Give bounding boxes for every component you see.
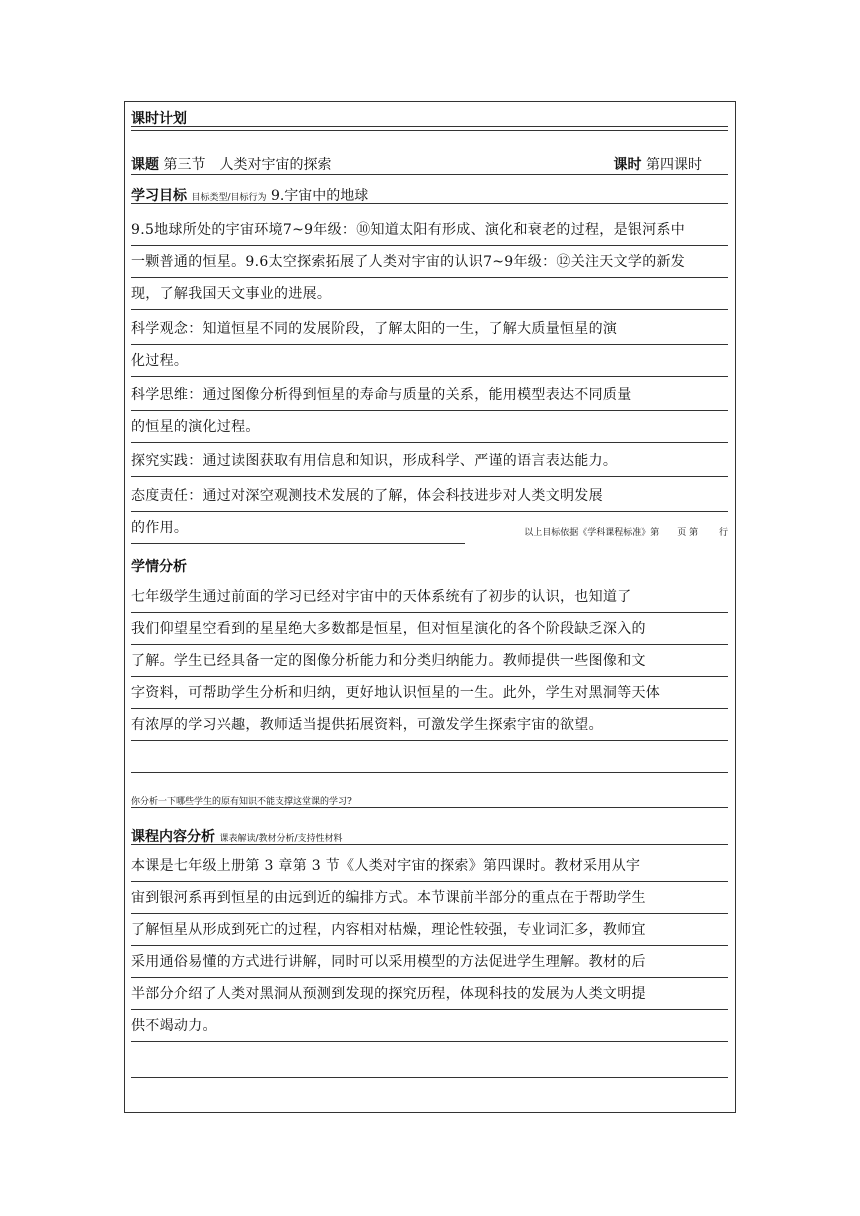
learner-label: 学情分析: [131, 559, 187, 575]
goals-label: 学习目标: [131, 188, 187, 204]
practice-line: 探究实践：通过读图获取有用信息和知识，形成科学、严谨的语言表达能力。: [131, 445, 728, 477]
blank-line: [131, 1077, 728, 1078]
thinking-line: 的恒星的演化过程。: [131, 411, 728, 443]
standard-line: 现，了解我国天文事业的进展。: [131, 278, 728, 310]
learner-line: 七年级学生通过前面的学习已经对宇宙中的天体系统有了初步的认识，也知道了: [131, 581, 728, 613]
learner-line: 我们仰望星空看到的星星绝大多数都是恒星，但对恒星演化的各个阶段缺乏深入的: [131, 613, 728, 645]
content-line: 采用通俗易懂的方式进行讲解，同时可以采用模型的方法促进学生理解。教材的后: [131, 946, 728, 978]
topic-row: [131, 154, 728, 174]
title-divider: [131, 126, 728, 131]
content-line: 本课是七年级上册第 3 章第 3 节《人类对宇宙的探索》第四课时。教材采用从宇: [131, 850, 728, 882]
thinking-line: 科学思维：通过图像分析得到恒星的寿命与质量的关系，能用模型表达不同质量: [131, 379, 728, 411]
concept-line: 科学观念：知道恒星不同的发展阶段，了解太阳的一生，了解大质量恒星的演: [131, 313, 728, 345]
attitude-line: 态度责任：通过对深空观测技术发展的了解，体会科技进步对人类文明发展: [131, 480, 728, 512]
goals-header-underline: [131, 203, 728, 204]
question-underline: [131, 807, 728, 808]
content-line: 了解恒星从形成到死亡的过程，内容相对枯燥，理论性较强，专业词汇多，教师宜: [131, 914, 728, 946]
blank-line: [131, 772, 728, 773]
content-header: [131, 826, 728, 846]
lesson-plan-frame: [124, 101, 736, 1113]
goals-hint: 目标类型/目标行为: [191, 193, 267, 203]
topic-underline: [131, 174, 728, 175]
content-label: 课程内容分析: [131, 829, 215, 845]
standard-line: 9.5地球所处的宇宙环境7~9年级：⑩知道太阳有形成、演化和衰老的过程，是银河系中: [131, 214, 728, 246]
topic-value: 第三节 人类对宇宙的探索: [163, 157, 332, 173]
topic-label: 课题: [131, 157, 159, 173]
content-line: 半部分介绍了人类对黑洞从预测到发现的探究历程，体现科技的发展为人类文明提: [131, 978, 728, 1010]
learner-line: 有浓厚的学习兴趣，教师适当提供拓展资料，可激发学生探索宇宙的欲望。: [131, 709, 728, 741]
page-title: 课时计划: [131, 111, 187, 127]
learner-paragraph: [131, 581, 728, 741]
attitude-line: 的作用。: [131, 512, 465, 544]
thinking-paragraph: [131, 379, 728, 443]
learner-line: 字资料，可帮助学生分析和归纳，更好地认识恒星的一生。此外，学生对黑洞等天体: [131, 677, 728, 709]
period-label: 课时: [613, 157, 642, 173]
practice-paragraph: [131, 445, 728, 477]
content-header-underline: [131, 844, 728, 845]
standard-line: 一颗普通的恒星。9.6太空探索拓展了人类对宇宙的认识7~9年级：⑫关注天文学的新发: [131, 246, 728, 278]
content-line: 供不竭动力。: [131, 1010, 728, 1042]
content-line: 宙到银河系再到恒星的由远到近的编排方式。本节课前半部分的重点在于帮助学生: [131, 882, 728, 914]
goals-topic: 9.宇宙中的地球: [270, 188, 369, 204]
period-value: 第四课时: [646, 157, 702, 173]
learner-line: 了解。学生已经具备一定的图像分析能力和分类归纳能力。教师提供一些图像和文: [131, 645, 728, 677]
goals-source-note: 以上目标依据《学科课程标准》第 页 第 行: [524, 528, 728, 538]
goals-header: [131, 185, 728, 205]
content-paragraph: [131, 850, 728, 1042]
content-hint: 课表解读/教材分析/支持性材料: [219, 834, 343, 844]
standard-paragraph: [131, 214, 728, 310]
concept-paragraph: [131, 313, 728, 377]
concept-line: 化过程。: [131, 345, 728, 377]
learner-question: 你分析一下哪些学生的原有知识不能支撑这堂课的学习?: [131, 797, 352, 807]
